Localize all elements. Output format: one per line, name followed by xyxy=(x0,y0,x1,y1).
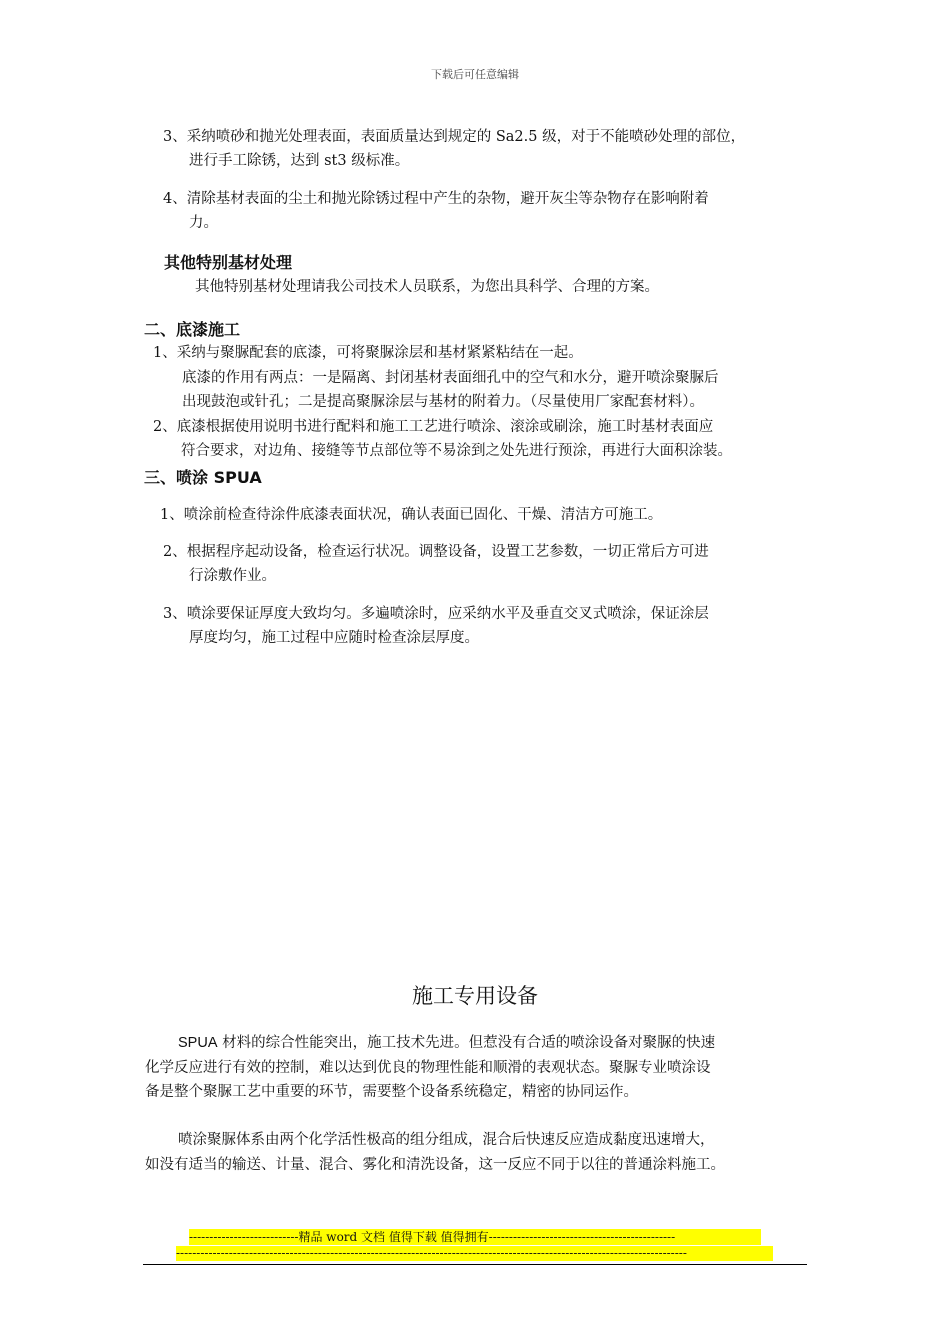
equipment-title: 施工专用设备 xyxy=(412,984,538,1008)
primer-item-2-line1: 2、底漆根据使用说明书进行配料和施工工艺进行喷涂、滚涂或刷涂，施工时基材表面应 xyxy=(153,419,714,435)
spray-item-2-line1: 2、根据程序起动设备，检查运行状况。调整设备，设置工艺参数，一切正常后方可进 xyxy=(163,544,709,560)
spray-item-1: 1、喷涂前检查待涂件底漆表面状况，确认表面已固化、干燥、清洁方可施工。 xyxy=(160,507,663,523)
page-header: 下载后可任意编辑 xyxy=(431,68,519,81)
equipment-p1-line1-rest: 材料的综合性能突出，施工技术先进。但惹没有合适的喷涂设备对聚脲的快速 xyxy=(217,1035,716,1051)
surface-item-4-line1: 4、清除基材表面的尘土和抛光除锈过程中产生的杂物，避开灰尘等杂物存在影响附着 xyxy=(163,191,709,207)
spray-item-3-line1: 3、喷涂要保证厚度大致均匀。多遍喷涂时，应采纳水平及垂直交叉式喷涂，保证涂层 xyxy=(163,606,709,622)
footer-rule xyxy=(143,1264,807,1265)
spray-item-3-line2: 厚度均匀，施工过程中应随时检查涂层厚度。 xyxy=(189,630,479,646)
spua-term: SPUA xyxy=(178,1035,218,1051)
equipment-p1-line2: 化学反应进行有效的控制，难以达到优良的物理性能和顺滑的表观状态。聚脲专业喷涂设 xyxy=(145,1060,711,1076)
primer-item-2-line2: 符合要求，对边角、接缝等节点部位等不易涂到之处先进行预涂，再进行大面积涂装。 xyxy=(181,443,732,459)
footer-banner-line2: ------------------------------------------------------------------------------------------------------------------------------ xyxy=(176,1246,773,1261)
equipment-p1-line1 xyxy=(178,1031,715,1055)
footer-banner-line1: ---------------------------精品 word 文档 值得下载 值得拥有---------------------------------------------- xyxy=(189,1229,761,1245)
primer-item-1-line2: 底漆的作用有两点：一是隔离、封闭基材表面细孔中的空气和水分，避开喷涂聚脲后 xyxy=(182,370,719,386)
primer-heading: 二、底漆施工 xyxy=(144,320,241,339)
other-substrate-heading: 其他特别基材处理 xyxy=(164,253,293,272)
surface-item-3-line2: 进行手工除锈，达到 st3 级标准。 xyxy=(189,153,410,169)
spray-heading: 三、喷涂 SPUA xyxy=(144,468,262,487)
surface-item-4-line2: 力。 xyxy=(189,215,218,231)
equipment-p1-line3: 备是整个聚脲工艺中重要的环节，需要整个设备系统稳定，精密的协同运作。 xyxy=(145,1084,638,1100)
other-substrate-text: 其他特别基材处理请我公司技术人员联系，为您出具科学、合理的方案。 xyxy=(195,279,659,295)
spray-item-2-line2: 行涂敷作业。 xyxy=(189,568,276,584)
primer-item-1-line1: 1、采纳与聚脲配套的底漆，可将聚脲涂层和基材紧紧粘结在一起。 xyxy=(153,345,583,361)
primer-item-1-line3: 出现鼓泡或针孔；二是提高聚脲涂层与基材的附着力。（尽量使用厂家配套材料）。 xyxy=(182,394,704,410)
surface-item-3-line1: 3、采纳喷砂和抛光处理表面，表面质量达到规定的 Sa2.5 级，对于不能喷砂处理的部位， xyxy=(163,129,746,145)
equipment-p2-line1: 喷涂聚脲体系由两个化学活性极高的组分组成，混合后快速反应造成黏度迅速增大， xyxy=(178,1132,715,1148)
equipment-p2-line2: 如没有适当的输送、计量、混合、雾化和清洗设备，这一反应不同于以往的普通涂料施工。 xyxy=(145,1157,725,1173)
